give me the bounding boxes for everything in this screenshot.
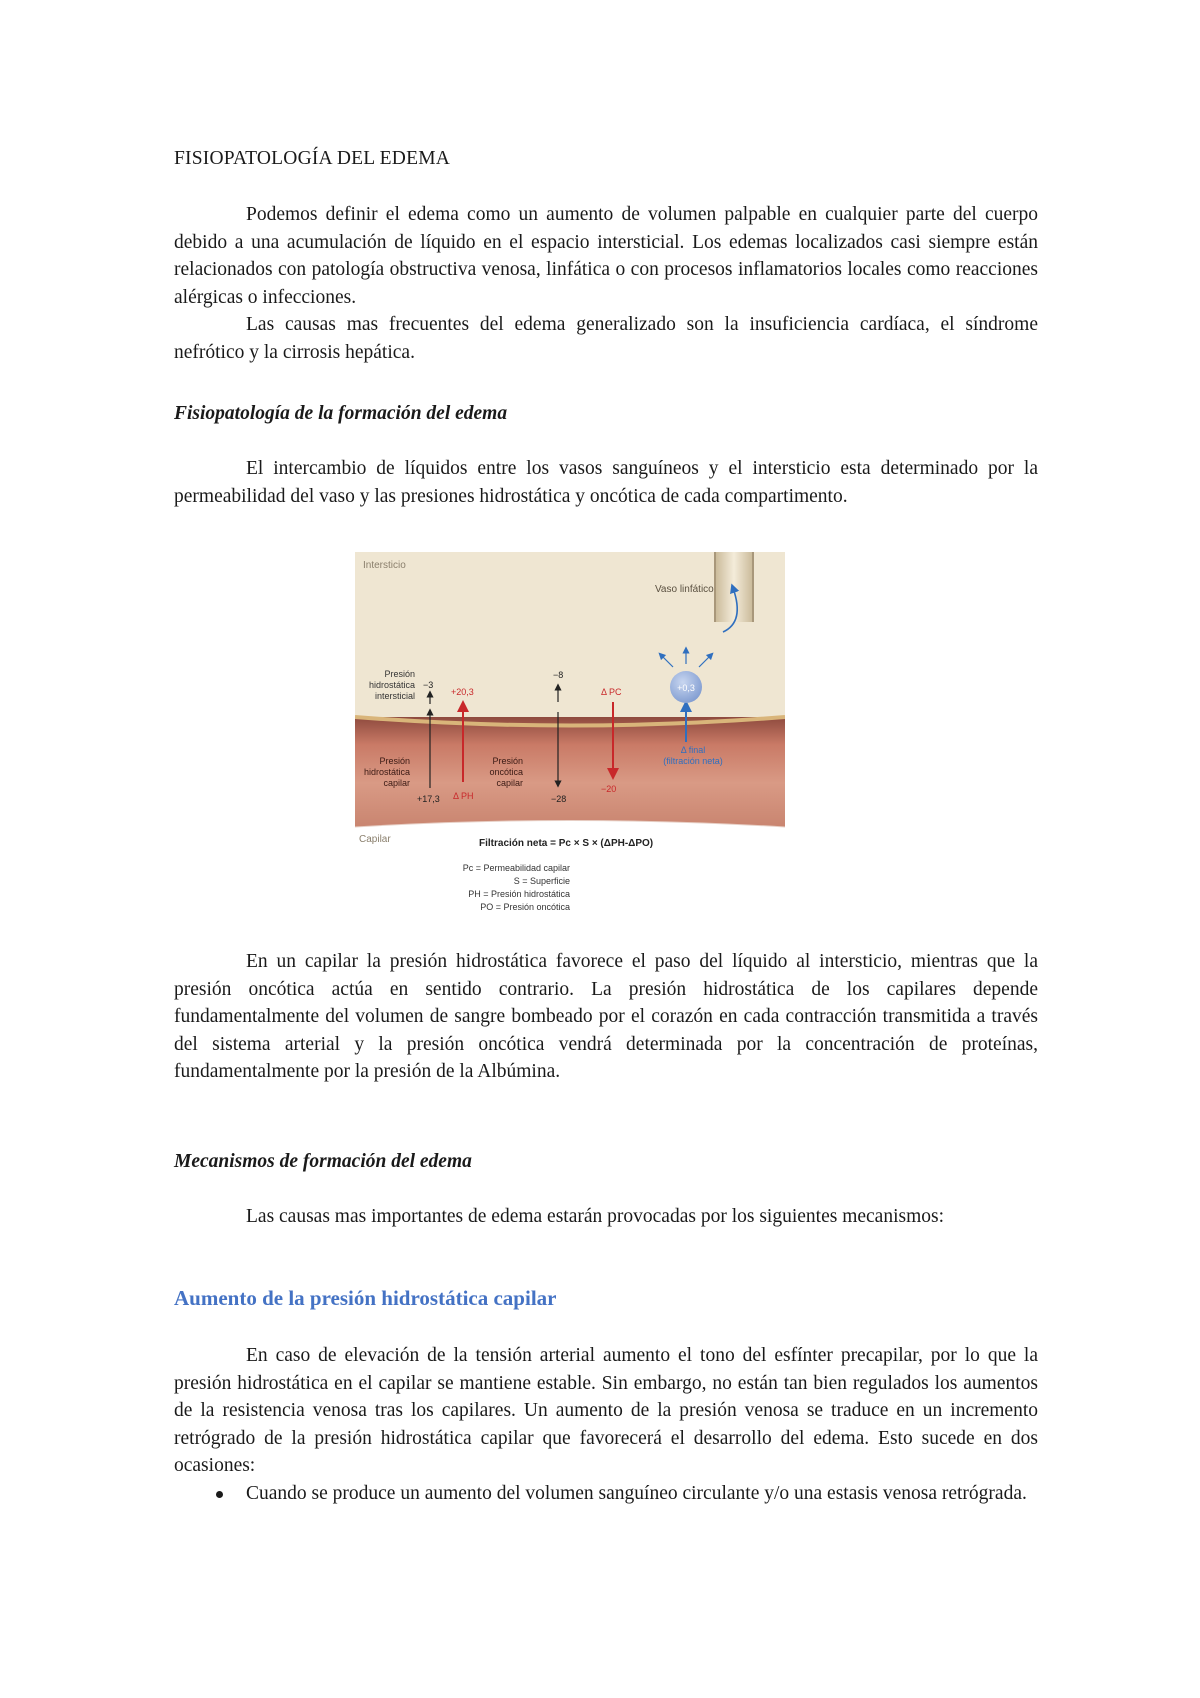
- delta-pc-label: Δ PC: [601, 687, 622, 697]
- mechanisms-paragraph: Las causas mas importantes de edema estarán provocadas por los siguientes mecanismos:: [246, 1206, 945, 1227]
- delta-ph-label: Δ PH: [453, 791, 474, 801]
- vaso-linfatico-label: Vaso linfático: [655, 584, 714, 595]
- bullet-list: [174, 1480, 1038, 1508]
- list-item: [174, 1480, 1038, 1508]
- final-label-2: (filtración neta): [663, 756, 723, 766]
- ph-capilar-label-3: capilar: [383, 778, 410, 788]
- section1b-paragraph: [174, 948, 1038, 1086]
- final-value: +0,3: [677, 683, 695, 693]
- po-intersticial-value: −8: [553, 670, 564, 680]
- legend-line-4: PO = Presión oncótica: [480, 902, 570, 912]
- section1-paragraph: [174, 455, 1038, 510]
- ph-capilar-label-1: Presión: [379, 756, 410, 766]
- final-label-1: Δ final: [680, 745, 706, 755]
- ph-capilar-label-2: hidrostática: [363, 767, 410, 777]
- bullet-text: Cuando se produce un aumento del volumen sanguíneo circulante y/o una estasis venosa retrógrada.: [246, 1482, 1027, 1504]
- section-heading-aumento-presion: Aumento de la presión hidrostática capilar: [174, 1286, 557, 1310]
- capillary-pressure-paragraph: En un capilar la presión hidrostática favorece el paso del líquido al intersticio, mientras que la presión oncótica actúa en sentido contrario. La presión hidrostática de los capilares depende fundamentalmente del volumen de sangre bombeado por el corazón en cada contracción transmitida a través del sistema arterial y la presión oncótica vendrá determinada por la concentración de proteínas, fundamentalmente por la presión de la Albúmina.: [174, 951, 1038, 1082]
- ph-intersticial-label-3: intersticial: [374, 691, 415, 701]
- diagram-svg: [355, 552, 785, 917]
- intro-paragraph-1: Podemos definir el edema como un aumento de volumen palpable en cualquier parte del cuerpo debido a una acumulación de líquido en el espacio intersticial. Los edemas localizados casi siempre están relacionados con patología obstructiva venosa, linfática o con procesos inflamatorios locales como reacciones alérgicas o infecciones.: [174, 204, 1038, 308]
- legend-line-3: PH = Presión hidrostática: [468, 889, 570, 899]
- capilar-label: Capilar: [359, 834, 391, 845]
- section-heading-fisiopatologia: Fisiopatología de la formación del edema: [174, 403, 508, 424]
- ph-intersticial-label-1: Presión: [384, 669, 415, 679]
- hydrostatic-paragraph: En caso de elevación de la tensión arterial aumento el tono del esfínter precapilar, por lo que la presión hidrostática en el capilar se mantiene estable. Sin embargo, no están tan bien regulados los aumentos de la resistencia venosa tras los capilares. Un aumento de la presión venosa se traduce en un incremento retrógrado de la presión hidrostática capilar que favorecerá el desarrollo del edema. Esto sucede en dos ocasiones:: [174, 1345, 1038, 1476]
- intro-paragraph-2: Las causas mas frecuentes del edema generalizado son la insuficiencia cardíaca, el síndrome nefrótico y la cirrosis hepática.: [174, 314, 1038, 363]
- edema-pressure-diagram: [355, 552, 785, 917]
- ph-intersticial-value: −3: [423, 680, 434, 690]
- intersticio-label: Intersticio: [363, 560, 406, 571]
- legend-line-2: S = Superficie: [513, 876, 570, 886]
- ph-capilar-value: +17,3: [417, 794, 440, 804]
- intro-section: [174, 201, 1038, 366]
- legend-line-1: Pc = Permeabilidad capilar: [462, 863, 570, 873]
- po-capilar-value: −28: [551, 794, 567, 804]
- section2-paragraph: [174, 1203, 1038, 1231]
- exchange-paragraph: El intercambio de líquidos entre los vasos sanguíneos y el intersticio esta determinado por la permeabilidad del vaso y las presiones hidrostática y oncótica de cada compartimento.: [174, 458, 1038, 507]
- formula: Filtración neta = Pc × S × (ΔPH-ΔPO): [479, 838, 654, 849]
- delta-po-value: −20: [601, 784, 617, 794]
- lymph-vessel: [715, 552, 753, 622]
- section-heading-mecanismos: Mecanismos de formación del edema: [174, 1151, 472, 1172]
- delta-ph-value: +20,3: [451, 687, 474, 697]
- po-capilar-label-3: capilar: [496, 778, 523, 788]
- po-capilar-label-1: Presión: [492, 756, 523, 766]
- document-title: FISIOPATOLOGÍA DEL EDEMA: [174, 148, 451, 169]
- po-capilar-label-2: oncótica: [489, 767, 523, 777]
- bullet-icon: [216, 1491, 223, 1498]
- ph-intersticial-label-2: hidrostática: [368, 680, 415, 690]
- section3-content: [174, 1342, 1038, 1507]
- capillary-area: [355, 717, 785, 827]
